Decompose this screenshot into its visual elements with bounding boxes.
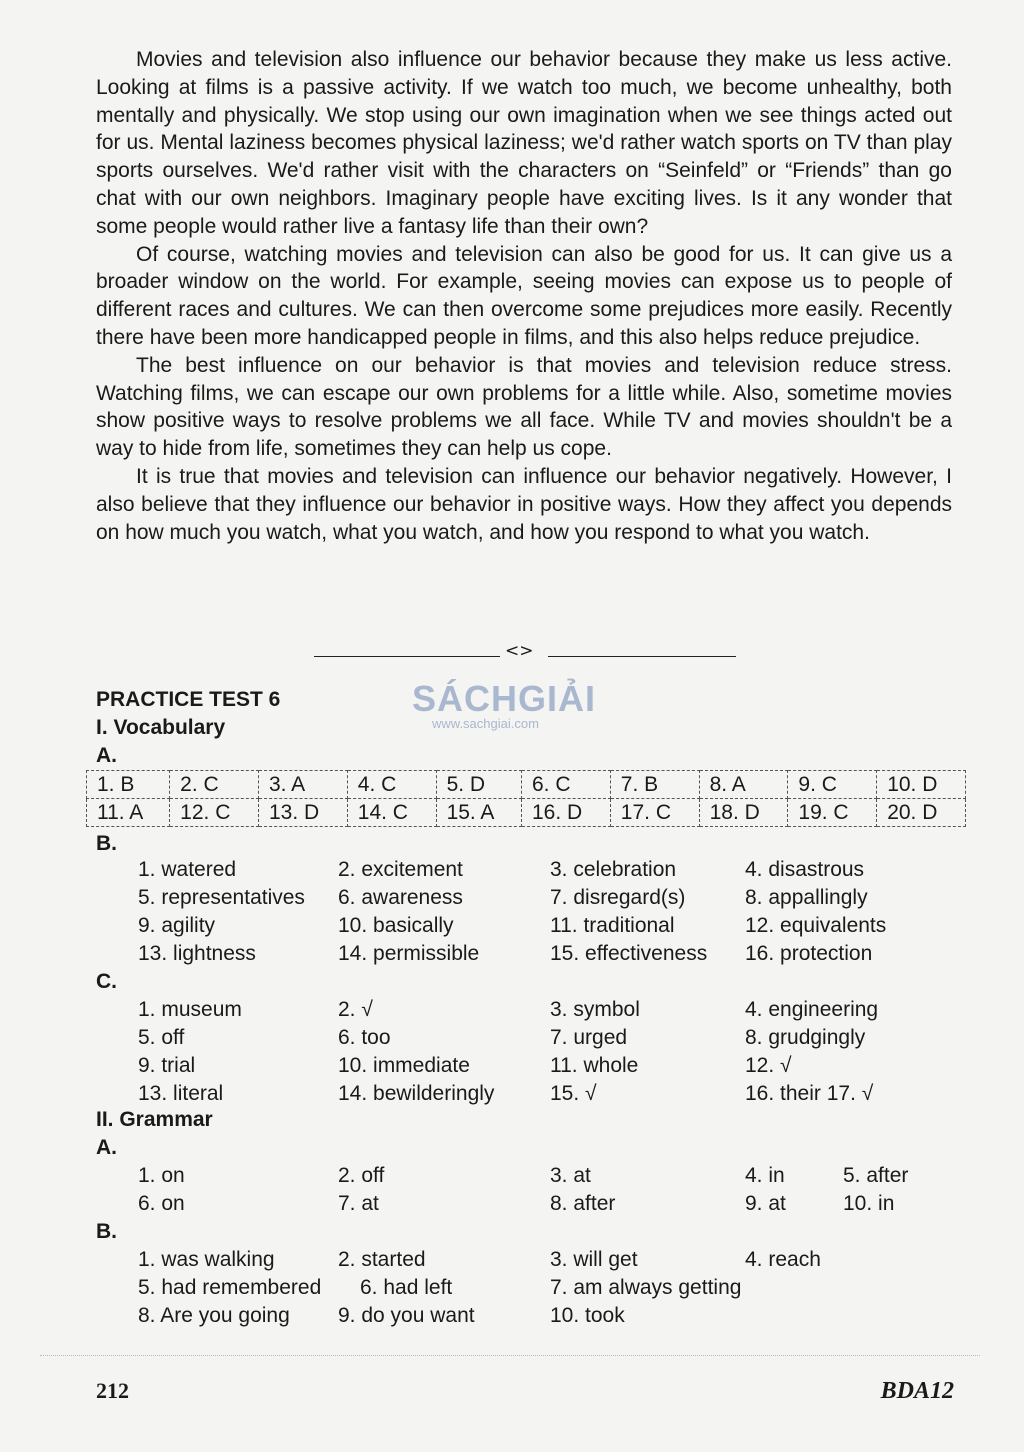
answer-cell: 13. D bbox=[258, 799, 347, 827]
answer-item: 8. Are you going bbox=[138, 1304, 290, 1327]
answer-item: 8. after bbox=[550, 1192, 616, 1215]
answer-cell: 17. C bbox=[610, 799, 699, 827]
watermark-logo bbox=[412, 678, 596, 731]
answer-item: 5. representatives bbox=[138, 886, 305, 909]
answer-cell: 20. D bbox=[877, 799, 966, 827]
footer-rule bbox=[40, 1355, 980, 1356]
answer-cell: 6. C bbox=[522, 771, 611, 799]
answer-item: 1. on bbox=[138, 1164, 185, 1187]
answer-item: 3. at bbox=[550, 1164, 591, 1187]
answer-cell: 5. D bbox=[436, 771, 521, 799]
answer-cell: 16. D bbox=[522, 799, 611, 827]
test-title: PRACTICE TEST 6 bbox=[96, 688, 281, 711]
answer-item: 4. reach bbox=[745, 1248, 821, 1271]
answer-cell: 18. D bbox=[699, 799, 788, 827]
answer-item: 3. celebration bbox=[550, 858, 677, 881]
paragraph: It is true that movies and television can influence our behavior negatively. However, I also believe that they influence our behavior in positive ways. How they affect you depends on how much you watch, what you watch, and how you respond to what you watch. bbox=[96, 464, 952, 544]
answer-item: 13. literal bbox=[138, 1082, 224, 1105]
answer-item: 7. urged bbox=[550, 1026, 628, 1049]
answer-item: 5. had remembered bbox=[138, 1276, 322, 1299]
answer-item: 14. permissible bbox=[338, 942, 480, 965]
answer-item: 11. whole bbox=[550, 1054, 639, 1077]
answer-item: 9. at bbox=[745, 1192, 786, 1215]
answer-item: 10. immediate bbox=[338, 1054, 470, 1077]
answer-cell: 10. D bbox=[877, 771, 966, 799]
grammar-heading: II. Grammar bbox=[96, 1108, 213, 1131]
section-a-label: A. bbox=[96, 744, 117, 767]
answer-item: 2. excitement bbox=[338, 858, 463, 881]
answer-item: 2. √ bbox=[338, 998, 373, 1021]
answer-item: 2. off bbox=[338, 1164, 385, 1187]
answer-item: 8. appallingly bbox=[745, 886, 868, 909]
answer-item: 4. engineering bbox=[745, 998, 879, 1021]
answer-item: 8. grudgingly bbox=[745, 1026, 866, 1049]
answer-item: 9. agility bbox=[138, 914, 216, 937]
section-b-label: B. bbox=[96, 832, 117, 855]
answer-item: 10. basically bbox=[338, 914, 454, 937]
answer-item: 6. awareness bbox=[338, 886, 463, 909]
paragraph: Movies and television also influence our behavior because they make us less active. Looking at films is a passive activity. If we watch too much, we become unhealthy, both mentally and physically. We stop using our own imagination when we see things acted out for us. Mental laziness becomes physical laziness; we'd rather watch sports on TV than play sports ourselves. We'd rather visit with the characters on “Seinfeld” or “Friends” than go chat with our own neighbors. Imaginary people have exciting lives. Is it any wonder that some people would rather live a fantasy life than their own? bbox=[96, 48, 952, 238]
answer-item: 12. equivalents bbox=[745, 914, 887, 937]
answer-cell: 3. A bbox=[258, 771, 347, 799]
answer-item: 7. at bbox=[338, 1192, 379, 1215]
answer-item: 3. will get bbox=[550, 1248, 638, 1271]
answer-item: 5. off bbox=[138, 1026, 185, 1049]
answer-item: 14. bewilderingly bbox=[338, 1082, 495, 1105]
paragraph: The best influence on our behavior is that movies and television reduce stress. Watching films, we can escape our own problems for a little while. Also, sometime movies show positive ways to resolve problems we all face. While TV and movies shouldn't be a way to hide from life, sometimes they can help us cope. bbox=[96, 353, 952, 461]
answer-cell: 15. A bbox=[436, 799, 521, 827]
grammar-b-label: B. bbox=[96, 1220, 117, 1243]
vocabulary-heading: I. Vocabulary bbox=[96, 716, 226, 739]
answer-item: 6. too bbox=[338, 1026, 391, 1049]
answer-cell: 2. C bbox=[170, 771, 259, 799]
table-row bbox=[87, 771, 966, 799]
page-number: 212 bbox=[96, 1378, 129, 1403]
answer-item: 1. watered bbox=[138, 858, 237, 881]
divider-ornament: <> bbox=[505, 641, 534, 661]
answer-item: 9. trial bbox=[138, 1054, 196, 1077]
answer-item: 13. lightness bbox=[138, 942, 256, 965]
answer-item: 10. took bbox=[550, 1304, 625, 1327]
book-code: BDA12 bbox=[880, 1378, 954, 1404]
answer-item: 15. √ bbox=[550, 1082, 597, 1105]
answer-cell: 7. B bbox=[610, 771, 699, 799]
answer-cell: 9. C bbox=[788, 771, 877, 799]
grammar-a-label: A. bbox=[96, 1136, 117, 1159]
answer-item: 16. their 17. √ bbox=[745, 1082, 874, 1105]
answer-cell: 19. C bbox=[788, 799, 877, 827]
answer-item: 9. do you want bbox=[338, 1304, 475, 1327]
answer-cell: 1. B bbox=[87, 771, 170, 799]
answer-item: 10. in bbox=[843, 1192, 895, 1215]
watermark-text: SÁCHGIẢI bbox=[412, 678, 597, 719]
answer-item: 6. had left bbox=[360, 1276, 453, 1299]
answer-item: 3. symbol bbox=[550, 998, 640, 1021]
answer-item: 4. in bbox=[745, 1164, 785, 1187]
answer-item: 1. museum bbox=[138, 998, 242, 1021]
section-divider bbox=[0, 640, 1024, 670]
answer-item: 4. disastrous bbox=[745, 858, 865, 881]
answer-item: 7. disregard(s) bbox=[550, 886, 686, 909]
answer-item: 6. on bbox=[138, 1192, 185, 1215]
answer-cell: 14. C bbox=[347, 799, 436, 827]
answer-item: 2. started bbox=[338, 1248, 426, 1271]
answer-item: 15. effectiveness bbox=[550, 942, 708, 965]
paragraph: Of course, watching movies and television can also be good for us. It can give us a broader window on the world. For example, seeing movies can expose us to people of different races and cultures. We can then overcome some prejudices more easily. Recently there have been more handicapped people in films, and this also helps reduce prejudice. bbox=[96, 242, 952, 349]
section-c-label: C. bbox=[96, 970, 117, 993]
answer-item: 7. am always getting bbox=[550, 1276, 742, 1299]
answer-item: 5. after bbox=[843, 1164, 909, 1187]
answer-cell: 8. A bbox=[699, 771, 788, 799]
table-row bbox=[87, 799, 966, 827]
answer-item: 11. traditional bbox=[550, 914, 675, 937]
answer-cell: 11. A bbox=[87, 799, 170, 827]
answer-item: 1. was walking bbox=[138, 1248, 275, 1271]
watermark-url: www.sachgiai.com bbox=[432, 716, 539, 731]
answer-cell: 12. C bbox=[170, 799, 259, 827]
essay-passage bbox=[96, 46, 952, 546]
answer-item: 12. √ bbox=[745, 1054, 792, 1077]
answer-cell: 4. C bbox=[347, 771, 436, 799]
answer-key-table bbox=[86, 770, 966, 827]
answer-item: 16. protection bbox=[745, 942, 873, 965]
